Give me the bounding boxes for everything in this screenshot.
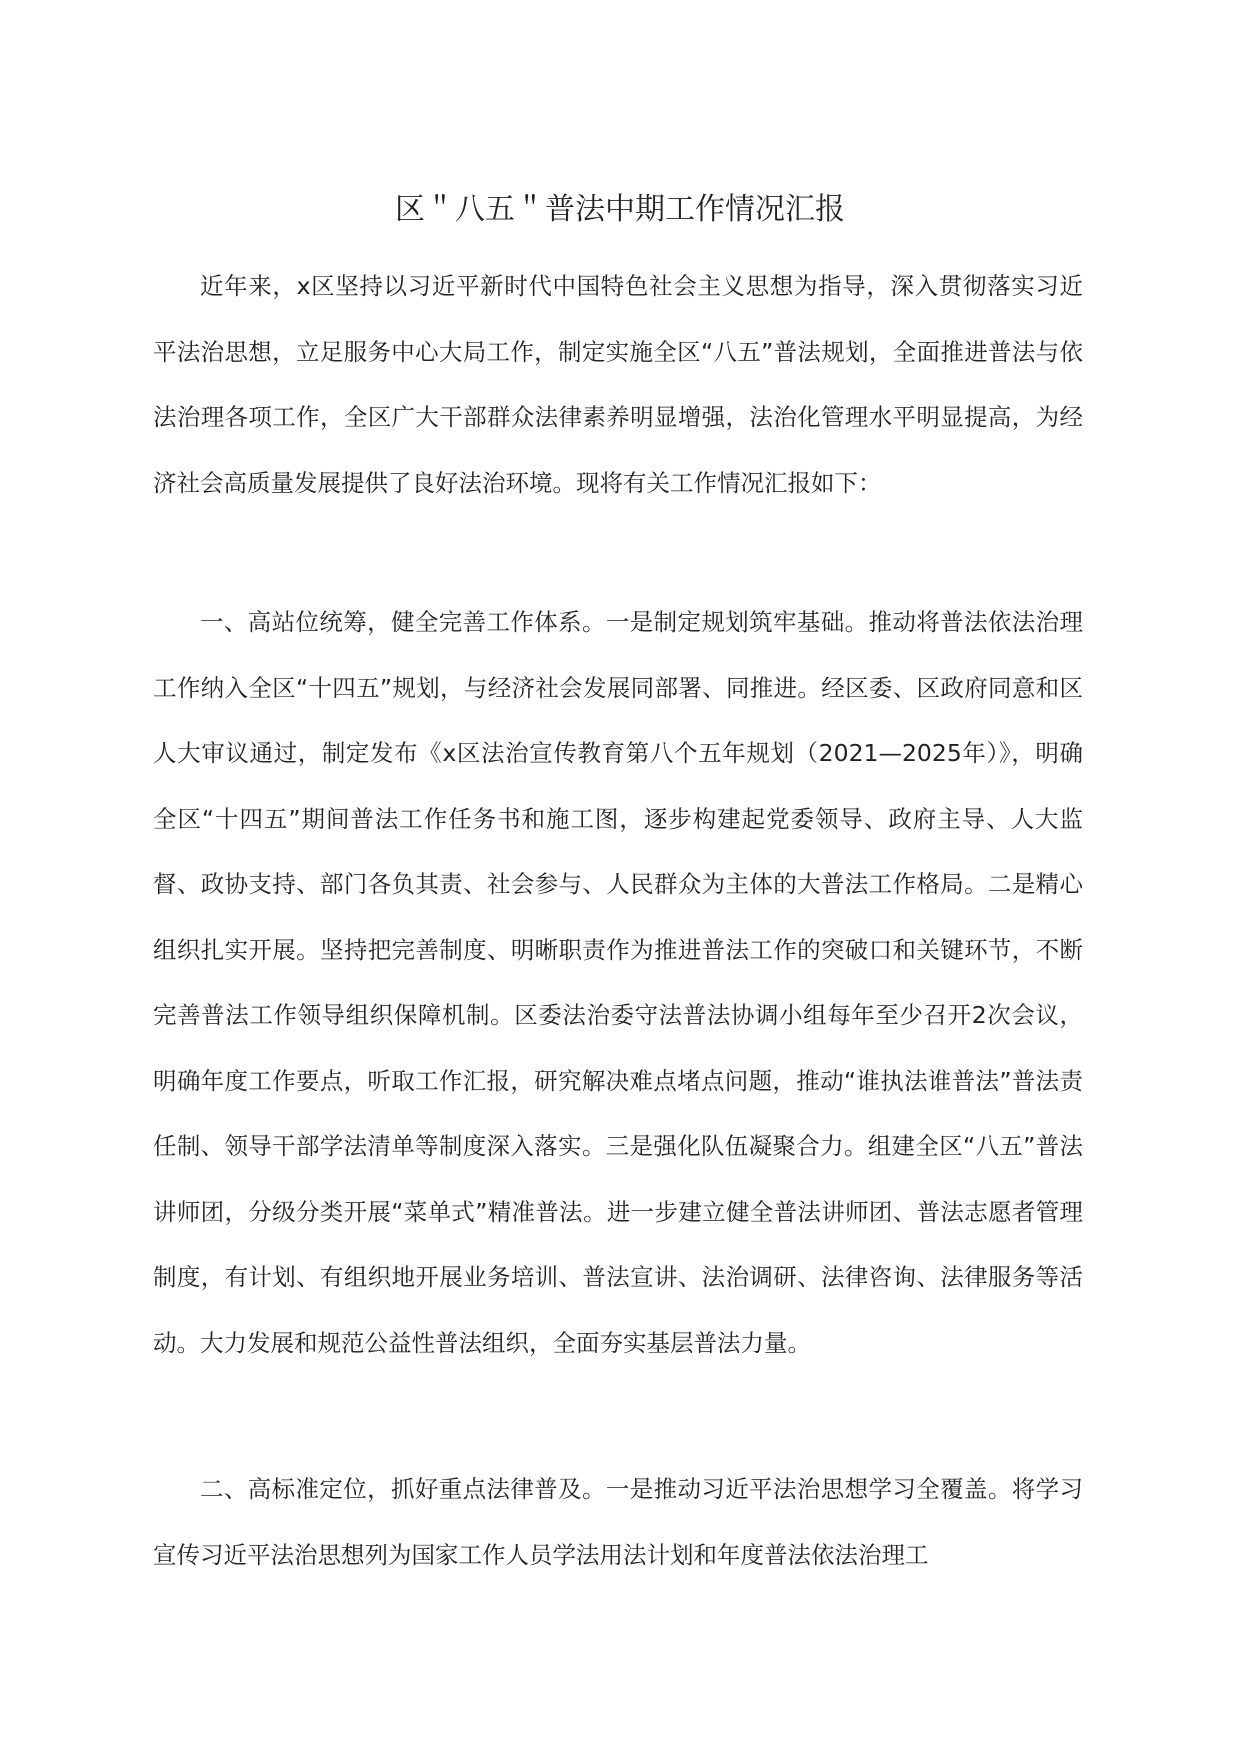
paragraph-section-1: 一、高站位统筹，健全完善工作体系。一是制定规划筑牢基础。推动将普法依法治理工作纳入全区“十四五”规划，与经济社会发展同部署、同推进。经区委、区政府同意和区人大审议通过，制定发布《x区法治宣传教育第八个五年规划（2021—2025年）》，明确全区“十四五”期间普法工作任务书和施工图，逐步构建起党委领导、政府主导、人大监督、政协支持、部门各负其责、社会参与、人民群众为主体的大普法工作格局。二是精心组织扎实开展。坚持把完善制度、明晰职责作为推进普法工作的突破口和关键环节，不断完善普法工作领导组织保障机制。区委法治委守法普法协调小组每年至少召开2次会议，明确年度工作要点，听取工作汇报，研究解决难点堵点问题，推动“谁执法谁普法”普法责任制、领导干部学法清单等制度深入落实。三是强化队伍凝聚合力。组建全区“八五”普法讲师团，分级分类开展“菜单式”精准普法。进一步建立健全普法讲师团、普法志愿者管理制度，有计划、有组织地开展业务培训、普法宣讲、法治调研、法律咨询、法律服务等活动。大力发展和规范公益性普法组织，全面夯实基层普法力量。 xyxy=(153,608,1083,1357)
paragraph-section-2: 二、高标准定位，抓好重点法律普及。一是推动习近平法治思想学习全覆盖。将学习宣传习近平法治思想列为国家工作人员学法用法计划和年度普法依法治理工 xyxy=(153,1475,1083,1569)
page-title: 区＂八五＂普法中期工作情况汇报 xyxy=(395,192,845,227)
paragraph-intro: 近年来，x区坚持以习近平新时代中国特色社会主义思想为指导，深入贯彻落实习近平法治思想，立足服务中心大局工作，制定实施全区“八五”普法规划，全面推进普法与依法治理各项工作，全区广大干部群众法律素养明显增强，法治化管理水平明显提高，为经济社会高质量发展提供了良好法治环境。现将有关工作情况汇报如下： xyxy=(153,272,1083,497)
